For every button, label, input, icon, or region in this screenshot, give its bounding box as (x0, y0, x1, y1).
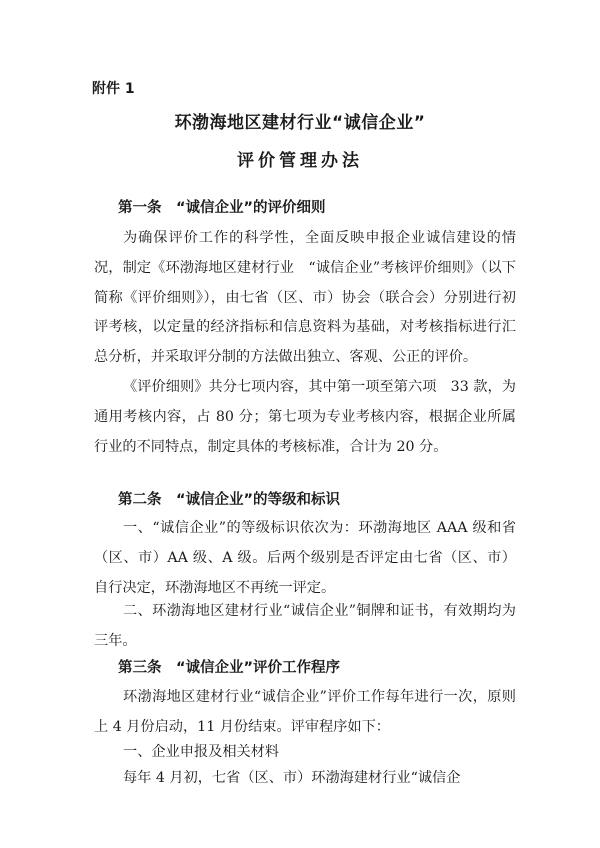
paragraph-article2-1: 一、“诚信企业”的等级标识依次为：环渤海地区 AAA 级和省（区、市）AA 级、A 级。后两个级别是否评定由七省（区、市）自行决定，环渤海地区不再统一评定。 (94, 520, 516, 596)
section-heading-article2: 第二条 “诚信企业”的等级和标识 (118, 492, 341, 508)
document-title-line1: 环渤海地区建材行业“诚信企业” (174, 113, 426, 133)
paragraph-article3-2: 一、企业申报及相关材料 (123, 744, 280, 760)
paragraph-article1-1: 为确保评价工作的科学性，全面反映申报企业诚信建设的情况，制定《环渤海地区建材行业 “诚信企业”考核评价细则》（以下简称《评价细则》），由七省（区、市）协会（联合会）分别进行初评考核，以定量的经济指标和信息资料为基础，对考核指标进行汇总分析，并采取评分制的方法做出独立、客观、公正的评价。 (94, 230, 516, 366)
section-heading-article3: 第三条 “诚信企业”评价工作程序 (118, 660, 341, 676)
attachment-label: 附件 1 (92, 81, 135, 97)
paragraph-article3-3: 每年 4 月初，七省（区、市）环渤海建材行业“诚信企 (123, 770, 461, 786)
paragraph-article2-2: 二、环渤海地区建材行业“诚信企业”铜牌和证书，有效期均为三年。 (94, 603, 516, 649)
section-heading-article1: 第一条 “诚信企业”的评价细则 (118, 200, 326, 216)
paragraph-article3-1: 环渤海地区建材行业“诚信企业”评价工作每年进行一次，原则上 4 月份启动，11 月份结束。评审程序如下： (94, 689, 516, 735)
paragraph-article1-2: 《评价细则》共分七项内容，其中第一项至第六项 33 款，为通用考核内容，占 80 分；第七项为专业考核内容，根据企业所属行业的不同特点，制定具体的考核标准，合计为 20 分。 (94, 379, 516, 455)
document-title-line2: 评价管理办法 (237, 151, 363, 171)
